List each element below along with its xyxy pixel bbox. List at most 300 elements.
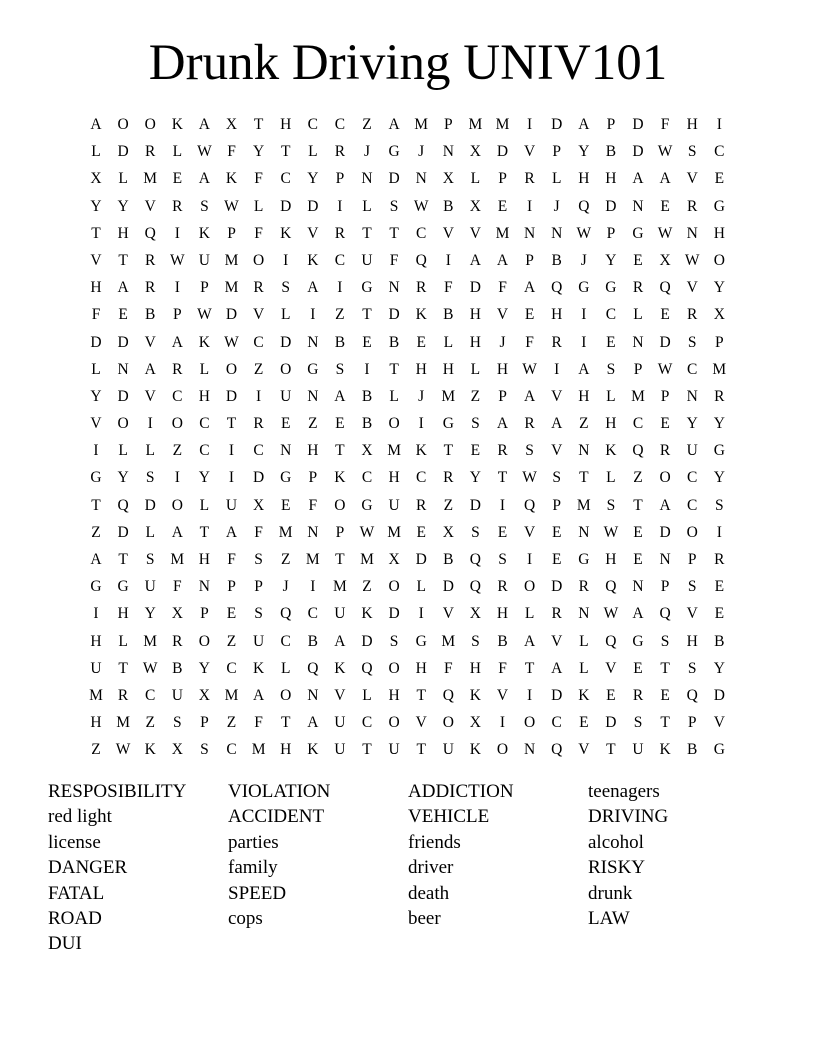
grid-letter: N bbox=[361, 170, 373, 188]
grid-letter: V bbox=[334, 686, 346, 704]
grid-letter: K bbox=[171, 116, 183, 133]
grid-letter: D bbox=[605, 714, 617, 732]
grid-letter: X bbox=[171, 605, 183, 623]
grid-letter: P bbox=[200, 605, 209, 623]
grid-letter: F bbox=[443, 279, 453, 297]
grid-letter: X bbox=[442, 523, 454, 541]
grid-letter: D bbox=[280, 197, 292, 215]
grid-letter: O bbox=[280, 686, 292, 704]
grid-letter: A bbox=[632, 605, 644, 623]
grid-letter: L bbox=[362, 197, 372, 215]
grid-letter: I bbox=[716, 116, 722, 133]
grid-letter: I bbox=[581, 333, 587, 351]
word-list-item: friends bbox=[408, 831, 461, 853]
grid-letter: N bbox=[632, 333, 644, 351]
grid-letter: U bbox=[388, 496, 400, 514]
grid-letter: H bbox=[198, 551, 210, 568]
grid-letter: Q bbox=[307, 659, 319, 677]
grid-letter: W bbox=[224, 197, 239, 215]
grid-row bbox=[83, 495, 733, 522]
grid-letter: O bbox=[280, 360, 292, 378]
grid-letter: C bbox=[687, 469, 698, 487]
grid-letter: V bbox=[144, 387, 156, 405]
grid-letter: U bbox=[144, 578, 156, 596]
grid-letter: R bbox=[524, 170, 535, 188]
grid-letter: P bbox=[200, 714, 209, 732]
grid-letter: R bbox=[253, 279, 264, 297]
grid-letter: W bbox=[197, 143, 212, 161]
grid-letter: V bbox=[496, 306, 509, 324]
grid-letter: Y bbox=[605, 251, 617, 269]
grid-letter: N bbox=[632, 197, 644, 215]
grid-letter: S bbox=[389, 632, 399, 650]
grid-letter: P bbox=[606, 116, 616, 133]
grid-letter: E bbox=[335, 415, 345, 433]
grid-letter: A bbox=[551, 659, 563, 677]
grid-letter: P bbox=[714, 333, 724, 351]
grid-letter: C bbox=[280, 170, 291, 188]
grid-letter: P bbox=[443, 116, 453, 133]
grid-letter: N bbox=[198, 578, 210, 596]
grid-letter: Q bbox=[415, 251, 427, 269]
grid-letter: P bbox=[498, 170, 507, 188]
grid-letter: V bbox=[469, 224, 481, 242]
grid-letter: S bbox=[552, 469, 561, 487]
grid-letter: J bbox=[282, 578, 289, 596]
grid-letter: D bbox=[117, 143, 129, 161]
grid-letter: I bbox=[310, 578, 316, 596]
grid-letter: D bbox=[551, 116, 563, 133]
grid-letter: I bbox=[445, 251, 451, 269]
grid-letter: U bbox=[361, 251, 373, 269]
grid-letter: D bbox=[117, 333, 129, 351]
grid-letter: A bbox=[307, 714, 319, 732]
grid-letter: C bbox=[361, 714, 373, 732]
grid-letter: G bbox=[90, 469, 102, 487]
grid-letter: Q bbox=[551, 741, 563, 759]
grid-letter: M bbox=[305, 551, 320, 568]
grid-letter: R bbox=[172, 360, 183, 378]
grid-letter: I bbox=[228, 442, 235, 460]
grid-letter: N bbox=[686, 224, 698, 242]
grid-letter: K bbox=[334, 659, 346, 677]
grid-letter: B bbox=[687, 741, 698, 759]
grid-letter: H bbox=[578, 387, 590, 405]
grid-letter: L bbox=[470, 360, 481, 378]
grid-letter: R bbox=[253, 415, 264, 433]
grid-letter: F bbox=[227, 143, 236, 161]
grid-letter: P bbox=[660, 387, 670, 405]
grid-letter: U bbox=[171, 686, 183, 704]
grid-letter: J bbox=[580, 251, 587, 269]
grid-letter: E bbox=[579, 714, 589, 732]
grid-letter: S bbox=[389, 197, 399, 215]
grid-letter: U bbox=[334, 605, 346, 623]
grid-letter: R bbox=[145, 279, 156, 297]
grid-letter: W bbox=[657, 224, 673, 242]
grid-letter: E bbox=[416, 523, 426, 541]
grid-letter: F bbox=[254, 170, 263, 188]
grid-letter: D bbox=[225, 306, 238, 324]
grid-letter: S bbox=[687, 143, 697, 161]
grid-letter: A bbox=[198, 116, 210, 133]
grid-letter: T bbox=[443, 442, 454, 460]
grid-letter: Q bbox=[659, 605, 671, 623]
grid-letter: H bbox=[713, 224, 725, 242]
grid-letter: P bbox=[525, 251, 534, 269]
grid-letter: U bbox=[388, 741, 400, 759]
grid-letter: I bbox=[418, 415, 424, 433]
grid-letter: T bbox=[660, 659, 670, 677]
grid-letter: P bbox=[687, 714, 697, 732]
grid-letter: Z bbox=[253, 360, 264, 378]
grid-letter: U bbox=[280, 387, 292, 405]
grid-letter: N bbox=[551, 224, 563, 242]
grid-letter: O bbox=[686, 523, 698, 541]
grid-letter: H bbox=[686, 116, 698, 133]
grid-letter: I bbox=[310, 306, 316, 324]
grid-letter: R bbox=[443, 469, 454, 487]
grid-letter: I bbox=[418, 605, 424, 623]
grid-letter: S bbox=[471, 523, 480, 541]
grid-letter: Q bbox=[605, 632, 617, 650]
grid-letter: H bbox=[388, 469, 400, 487]
grid-letter: V bbox=[605, 659, 617, 677]
grid-letter: S bbox=[200, 197, 209, 215]
grid-letter: X bbox=[469, 605, 481, 623]
grid-letter: K bbox=[280, 224, 292, 242]
grid-letter: M bbox=[143, 170, 158, 188]
grid-letter: X bbox=[171, 741, 183, 759]
grid-letter: L bbox=[280, 306, 291, 324]
grid-letter: V bbox=[713, 714, 725, 732]
grid-letter: F bbox=[443, 659, 453, 677]
grid-letter: N bbox=[307, 523, 319, 541]
grid-letter: K bbox=[307, 251, 319, 269]
grid-letter: L bbox=[199, 360, 210, 378]
grid-letter: U bbox=[225, 496, 238, 514]
grid-letter: I bbox=[174, 279, 180, 297]
grid-letter: H bbox=[469, 659, 481, 677]
grid-letter: I bbox=[174, 469, 180, 487]
grid-letter: R bbox=[687, 306, 698, 324]
grid-letter: W bbox=[169, 251, 185, 269]
grid-letter: X bbox=[361, 442, 373, 460]
grid-letter: K bbox=[578, 686, 590, 704]
grid-letter: I bbox=[337, 279, 343, 297]
grid-letter: Z bbox=[443, 496, 454, 514]
grid-letter: Y bbox=[198, 469, 210, 487]
grid-letter: W bbox=[115, 741, 131, 759]
grid-letter: T bbox=[199, 523, 210, 541]
grid-letter: L bbox=[551, 170, 562, 188]
grid-letter: Y bbox=[90, 387, 102, 405]
grid-letter: P bbox=[335, 523, 345, 541]
grid-letter: I bbox=[93, 605, 99, 623]
grid-letter: T bbox=[118, 659, 128, 677]
grid-letter: C bbox=[307, 605, 318, 623]
grid-letter: O bbox=[334, 496, 346, 514]
grid-letter: O bbox=[388, 659, 400, 677]
grid-letter: S bbox=[335, 360, 345, 378]
grid-letter: T bbox=[91, 224, 101, 242]
grid-letter: Y bbox=[90, 197, 102, 215]
grid-letter: M bbox=[441, 387, 456, 405]
grid-letter: T bbox=[280, 714, 291, 732]
grid-letter: D bbox=[388, 170, 400, 188]
grid-letter: Q bbox=[632, 442, 644, 460]
grid-letter: E bbox=[470, 442, 481, 460]
grid-letter: H bbox=[388, 686, 400, 704]
grid-letter: W bbox=[413, 197, 429, 215]
grid-letter: O bbox=[496, 741, 509, 759]
grid-row bbox=[83, 250, 733, 277]
grid-letter: O bbox=[388, 578, 400, 596]
grid-letter: G bbox=[280, 469, 292, 487]
grid-letter: W bbox=[603, 605, 619, 623]
grid-letter: R bbox=[632, 686, 644, 704]
grid-letter: E bbox=[172, 170, 183, 188]
grid-letter: B bbox=[443, 306, 454, 324]
grid-letter: C bbox=[307, 116, 318, 133]
grid-letter: V bbox=[90, 415, 102, 433]
grid-letter: Y bbox=[713, 659, 725, 677]
grid-letter: P bbox=[498, 387, 507, 405]
grid-letter: A bbox=[171, 333, 183, 351]
grid-letter: B bbox=[145, 306, 156, 324]
grid-letter: O bbox=[144, 116, 156, 133]
grid-letter: M bbox=[224, 279, 239, 297]
grid-letter: A bbox=[469, 251, 481, 269]
grid-letter: C bbox=[605, 306, 617, 324]
grid-letter: O bbox=[117, 116, 129, 133]
grid-letter: A bbox=[90, 116, 102, 133]
grid-letter: R bbox=[497, 578, 508, 596]
grid-letter: U bbox=[686, 442, 698, 460]
grid-letter: L bbox=[172, 143, 183, 161]
grid-letter: Z bbox=[145, 714, 155, 732]
grid-row bbox=[83, 631, 733, 658]
grid-letter: T bbox=[524, 659, 535, 677]
grid-letter: E bbox=[362, 333, 372, 351]
grid-letter: S bbox=[714, 496, 724, 514]
grid-letter: T bbox=[335, 442, 345, 460]
grid-row bbox=[83, 223, 733, 250]
grid-letter: J bbox=[418, 387, 425, 405]
grid-letter: D bbox=[307, 197, 319, 215]
grid-letter: L bbox=[280, 659, 291, 677]
grid-letter: O bbox=[171, 415, 183, 433]
grid-letter: G bbox=[713, 442, 725, 460]
grid-letter: P bbox=[335, 170, 345, 188]
grid-letter: V bbox=[442, 224, 454, 242]
grid-letter: I bbox=[554, 360, 560, 378]
grid-letter: L bbox=[145, 442, 155, 460]
grid-letter: V bbox=[523, 143, 536, 161]
grid-letter: D bbox=[117, 387, 129, 405]
grid-letter: D bbox=[469, 496, 481, 514]
grid-letter: V bbox=[686, 605, 698, 623]
word-list-item: SPEED bbox=[228, 882, 287, 904]
grid-letter: Z bbox=[172, 442, 183, 460]
grid-letter: Y bbox=[713, 415, 725, 433]
grid-letter: D bbox=[469, 279, 481, 297]
grid-letter: O bbox=[252, 251, 265, 269]
grid-letter: L bbox=[118, 632, 128, 650]
grid-letter: G bbox=[361, 496, 373, 514]
grid-letter: A bbox=[496, 251, 509, 269]
grid-letter: Y bbox=[198, 659, 210, 677]
grid-letter: R bbox=[334, 143, 346, 161]
grid-letter: E bbox=[551, 551, 562, 568]
grid-letter: D bbox=[388, 306, 400, 324]
grid-letter: R bbox=[145, 143, 156, 161]
grid-letter: X bbox=[659, 251, 671, 269]
grid-letter: S bbox=[606, 496, 616, 514]
grid-letter: A bbox=[523, 632, 536, 650]
word-list-item: family bbox=[228, 857, 278, 879]
grid-letter: B bbox=[172, 659, 183, 677]
grid-letter: H bbox=[415, 659, 427, 677]
grid-letter: S bbox=[633, 714, 643, 732]
grid-letter: L bbox=[416, 578, 426, 596]
grid-letter: L bbox=[579, 659, 589, 677]
grid-letter: Z bbox=[280, 551, 291, 568]
grid-letter: R bbox=[145, 251, 156, 269]
grid-letter: Y bbox=[252, 143, 265, 161]
grid-letter: I bbox=[499, 496, 506, 514]
grid-letter: H bbox=[686, 632, 698, 650]
grid-letter: H bbox=[280, 116, 292, 133]
grid-letter: T bbox=[91, 496, 101, 514]
grid-letter: I bbox=[581, 306, 587, 324]
grid-letter: B bbox=[361, 415, 373, 433]
grid-letter: T bbox=[362, 306, 372, 324]
grid-letter: T bbox=[389, 224, 399, 242]
grid-letter: V bbox=[90, 251, 102, 269]
word-list-item: parties bbox=[228, 831, 279, 853]
grid-letter: K bbox=[415, 306, 427, 324]
grid-letter: K bbox=[415, 442, 427, 460]
grid-letter: C bbox=[199, 415, 210, 433]
grid-letter: A bbox=[334, 632, 346, 650]
grid-letter: G bbox=[605, 279, 617, 297]
grid-row bbox=[83, 739, 733, 766]
grid-letter: V bbox=[442, 605, 454, 623]
grid-letter: W bbox=[197, 306, 212, 324]
grid-letter: R bbox=[659, 442, 671, 460]
grid-letter: C bbox=[551, 714, 562, 732]
grid-letter: N bbox=[280, 442, 292, 460]
grid-letter: W bbox=[224, 333, 239, 351]
grid-letter: A bbox=[523, 279, 536, 297]
grid-letter: P bbox=[172, 306, 182, 324]
grid-letter: L bbox=[606, 387, 616, 405]
grid-letter: E bbox=[118, 306, 128, 324]
grid-letter: W bbox=[522, 469, 537, 487]
grid-letter: W bbox=[657, 143, 673, 161]
grid-letter: G bbox=[632, 632, 644, 650]
grid-letter: E bbox=[714, 605, 725, 623]
grid-letter: A bbox=[198, 170, 210, 188]
grid-letter: H bbox=[90, 714, 102, 732]
grid-letter: E bbox=[606, 333, 616, 351]
grid-letter: F bbox=[498, 659, 507, 677]
grid-letter: P bbox=[660, 578, 670, 596]
grid-letter: L bbox=[606, 469, 616, 487]
grid-letter: G bbox=[442, 415, 454, 433]
grid-letter: E bbox=[497, 523, 508, 541]
grid-letter: R bbox=[416, 279, 427, 297]
grid-letter: S bbox=[200, 741, 209, 759]
grid-letter: N bbox=[659, 551, 671, 568]
grid-letter: M bbox=[495, 224, 510, 242]
grid-letter: G bbox=[117, 578, 129, 596]
grid-letter: A bbox=[90, 551, 102, 568]
grid-letter: B bbox=[443, 551, 454, 568]
grid-letter: K bbox=[225, 170, 238, 188]
grid-letter: V bbox=[551, 442, 563, 460]
grid-letter: W bbox=[657, 360, 673, 378]
grid-letter: M bbox=[387, 442, 401, 460]
grid-letter: I bbox=[527, 197, 533, 215]
grid-letter: B bbox=[334, 333, 346, 351]
grid-letter: M bbox=[89, 686, 103, 704]
grid-letter: I bbox=[527, 551, 533, 568]
word-list-item: VIOLATION bbox=[228, 781, 331, 802]
grid-letter: L bbox=[91, 360, 101, 378]
grid-letter: C bbox=[226, 659, 237, 677]
grid-letter: P bbox=[552, 143, 561, 161]
grid-letter: C bbox=[226, 741, 237, 759]
grid-letter: A bbox=[523, 387, 536, 405]
grid-letter: L bbox=[91, 143, 101, 161]
word-list-item: DRIVING bbox=[588, 806, 669, 828]
grid-row bbox=[83, 332, 733, 359]
grid-letter: M bbox=[360, 551, 374, 568]
grid-letter: O bbox=[523, 714, 536, 732]
grid-letter: O bbox=[388, 415, 400, 433]
grid-letter: Y bbox=[469, 469, 481, 487]
grid-letter: N bbox=[307, 686, 319, 704]
grid-letter: N bbox=[578, 523, 590, 541]
grid-letter: M bbox=[468, 116, 483, 133]
grid-letter: K bbox=[252, 659, 265, 677]
grid-row bbox=[83, 141, 733, 168]
grid-letter: Z bbox=[579, 415, 589, 433]
grid-letter: O bbox=[442, 714, 454, 732]
grid-letter: A bbox=[578, 360, 590, 378]
grid-letter: F bbox=[254, 714, 263, 732]
grid-letter: E bbox=[280, 496, 291, 514]
grid-letter: D bbox=[442, 578, 454, 596]
grid-letter: N bbox=[523, 224, 536, 242]
grid-letter: H bbox=[469, 333, 481, 351]
grid-letter: F bbox=[91, 306, 101, 324]
grid-letter: V bbox=[496, 686, 509, 704]
grid-letter: D bbox=[551, 686, 563, 704]
grid-letter: L bbox=[145, 523, 155, 541]
grid-letter: K bbox=[605, 442, 617, 460]
grid-letter: K bbox=[198, 333, 210, 351]
grid-letter: H bbox=[469, 306, 481, 324]
grid-letter: Q bbox=[361, 659, 373, 677]
grid-letter: F bbox=[172, 578, 182, 596]
grid-letter: D bbox=[252, 469, 265, 487]
grid-letter: T bbox=[335, 551, 345, 568]
grid-letter: O bbox=[171, 496, 183, 514]
grid-letter: E bbox=[633, 659, 643, 677]
